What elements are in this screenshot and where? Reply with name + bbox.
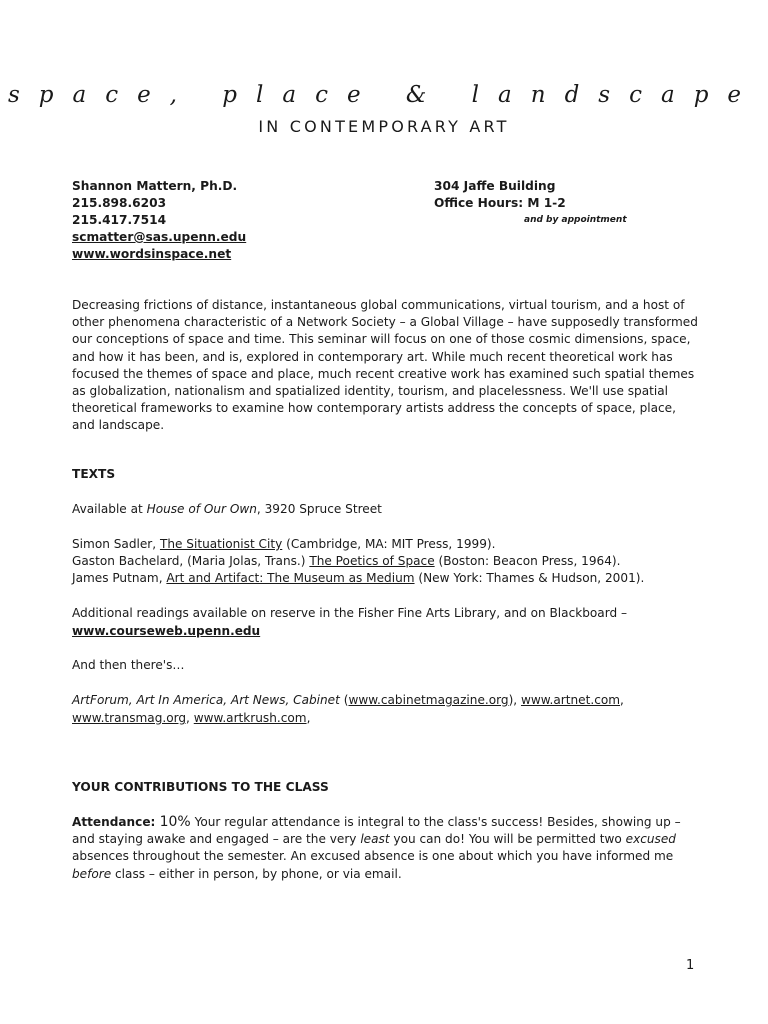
appointment-note: and by appointment — [524, 215, 627, 225]
magazines-line-2: www.transmag.org, www.artkrush.com, — [72, 711, 311, 725]
book-item: Gaston Bachelard, (Maria Jolas, Trans.) The Poetics of Space (Boston: Beacon Press, 1964). — [72, 554, 621, 568]
office-hours: Office Hours: M 1-2 — [434, 196, 566, 210]
email-link[interactable]: scmatter@sas.upenn.edu — [72, 230, 247, 244]
phone-2: 215.417.7514 — [72, 213, 167, 227]
website-link[interactable]: www.wordsinspace.net — [72, 247, 232, 261]
course-title-script: space, place & landscape — [7, 82, 761, 108]
bookstore-line: Available at House of Our Own, 3920 Spruce Street — [72, 502, 382, 516]
book-title: Art and Artifact: The Museum as Medium — [166, 571, 415, 585]
artnet-link[interactable]: www.artnet.com — [520, 693, 621, 707]
magazine-names: ArtForum, Art In America, Art News, Cabinet — [72, 693, 340, 707]
and-then-theres: And then there's… — [72, 658, 185, 672]
course-title-subtitle: IN CONTEMPORARY ART — [258, 117, 510, 136]
additional-readings: Additional readings available on reserve in the Fisher Fine Arts Library, and on Blackboard – — [72, 606, 628, 620]
office-location: 304 Jaffe Building — [434, 179, 556, 193]
contributions-heading: YOUR CONTRIBUTIONS TO THE CLASS — [72, 780, 329, 794]
book-title: The Poetics of Space — [309, 554, 435, 568]
magazines-line: ArtForum, Art In America, Art News, Cabinet (www.cabinetmagazine.org), www.artnet.com, — [72, 693, 624, 707]
page-number: 1 — [686, 958, 695, 973]
cabinet-link[interactable]: www.cabinetmagazine.org — [348, 693, 509, 707]
book-item: James Putnam, Art and Artifact: The Museum as Medium (New York: Thames & Hudson, 2001). — [72, 571, 645, 585]
office-block — [434, 178, 566, 212]
attendance-percent: 10% — [159, 814, 191, 830]
course-description: Decreasing frictions of distance, instantaneous global communications, virtual tourism, and a host of other phenomena characteristic of a Network Society – a Global Village – have supposedly transformed our conceptions of space and time. This seminar will focus on one of those cosmic dimensions, space, and how it has been, and is, explored in contemporary art. While much recent theoretical work has focused the themes of space and place, much recent creative work has examined such spatial themes as globalization, nationalism and spatialized identity, tourism, and placelessness. We'll use spatial theoretical frameworks to examine how contemporary artists address the concepts of space, place, and landscape. — [72, 298, 698, 433]
book-title: The Situationist City — [159, 537, 283, 551]
contact-block — [72, 178, 246, 263]
attendance-paragraph: Attendance: 10% Your regular attendance is integral to the class's success! Besides, showing up – and staying awake and engaged – are the very least you can do! You will be permitted two excused absences throughout the semester. An excused absence is one about which you have informed me before class – either in person, by phone, or via email. — [72, 814, 681, 881]
artkrush-link[interactable]: www.artkrush.com — [193, 711, 307, 725]
instructor-name: Shannon Mattern, Ph.D. — [72, 179, 238, 193]
book-item: Simon Sadler, The Situationist City (Cambridge, MA: MIT Press, 1999). — [72, 537, 496, 551]
phone-1: 215.898.6203 — [72, 196, 167, 210]
bookstore-name: House of Our Own — [146, 502, 257, 516]
attendance-label: Attendance: — [72, 815, 160, 829]
texts-heading: TEXTS — [72, 467, 116, 481]
transmag-link[interactable]: www.transmag.org — [72, 711, 187, 725]
courseweb-link[interactable]: www.courseweb.upenn.edu — [72, 624, 261, 638]
